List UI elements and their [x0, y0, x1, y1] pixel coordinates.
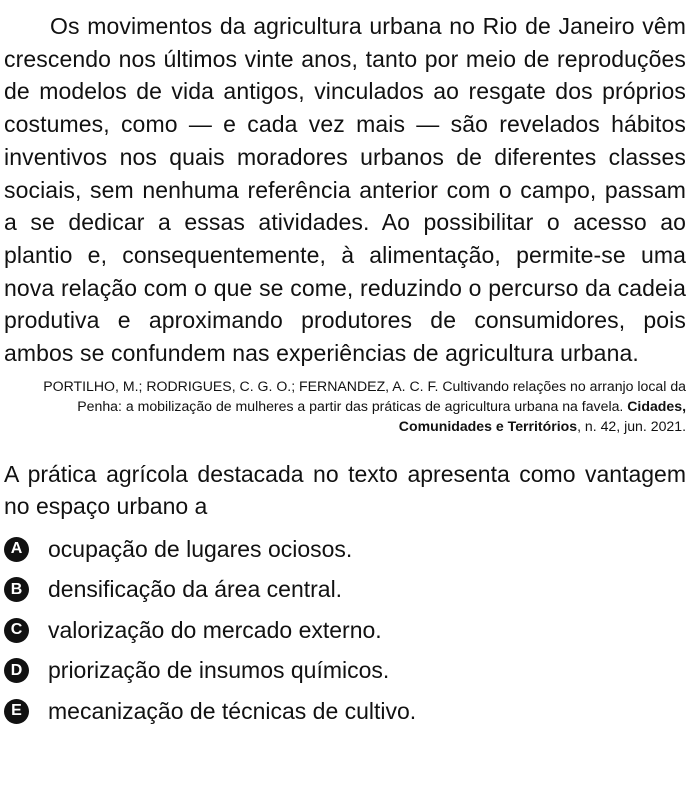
citation-journal: Cidades, Comunidades e Territórios	[398, 397, 686, 434]
option-b-text: densificação da área central.	[48, 576, 343, 603]
answer-options	[4, 529, 686, 732]
question-stem: A prática agrícola destacada no texto apresenta como vantagem no espaço urbano a	[4, 460, 686, 520]
option-d[interactable]	[4, 651, 686, 692]
option-c[interactable]	[4, 610, 686, 651]
option-b-badge: B	[4, 577, 29, 602]
citation-authors-title: PORTILHO, M.; RODRIGUES, C. G. O.; FERNANDEZ, A. C. F. Cultivando relações no arranjo local da Penha: a mobilização de mulheres a partir das práticas de agricultura urbana na favela.	[43, 377, 686, 414]
passage-text: Os movimentos da agricultura urbana no Rio de Janeiro vêm crescendo nos últimos vinte anos, tanto por meio de reproduções de modelos de vida antigos, vinculados ao resgate dos próprios costumes, como — e cada vez mais — são revelados hábitos inventivos nos quais moradores urbanos de diferentes classes sociais, sem nenhuma referência anterior com o campo, passam a se dedicar a essas atividades. Ao possibilitar o acesso ao plantio e, consequentemente, à alimentação, permite-se uma nova relação com o que se come, reduzindo o percurso da cadeia produtiva e aproximando produtores de consumidores, pois ambos se confundem nas experiências de agricultura urbana.	[4, 13, 686, 367]
option-b[interactable]	[4, 570, 686, 611]
option-a-text: ocupação de lugares ociosos.	[48, 535, 353, 562]
option-d-text: priorização de insumos químicos.	[48, 657, 390, 684]
citation	[4, 376, 686, 436]
option-c-badge: C	[4, 618, 29, 643]
option-a[interactable]	[4, 529, 686, 570]
option-d-badge: D	[4, 658, 29, 683]
citation-details: , n. 42, jun. 2021.	[577, 417, 686, 434]
option-a-badge: A	[4, 537, 29, 562]
option-e-badge: E	[4, 699, 29, 724]
option-e[interactable]	[4, 691, 686, 732]
option-c-text: valorização do mercado externo.	[48, 616, 382, 643]
option-e-text: mecanização de técnicas de cultivo.	[48, 697, 417, 724]
